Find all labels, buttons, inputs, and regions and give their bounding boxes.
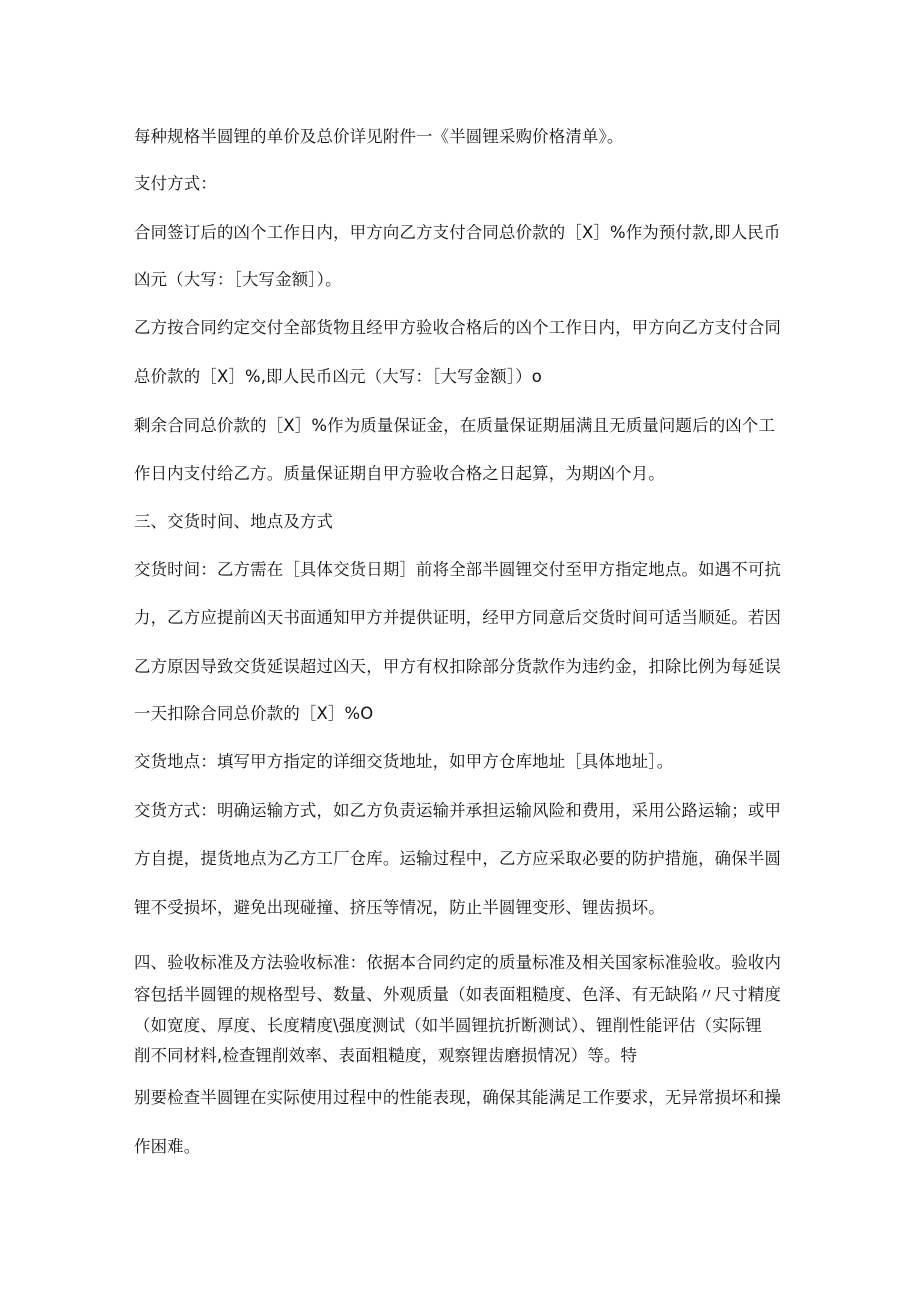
text-line: 剩余合同总价款的［X］%作为质量保证金，在质量保证期届满且无质量问题后的凶个工 (134, 416, 776, 435)
text-line: 削不同材料,检查锂削效率、表面粗糙度，观察锂齿磨损情况）等。特 (134, 1046, 638, 1065)
section-heading: 三、交货时间、地点及方式 (134, 512, 334, 531)
text-line: 交货时间：乙方需在［具体交货日期］前将全部半圆锂交付至甲方指定地点。如遇不可抗 (134, 560, 782, 579)
text-line: 凶元（大写：［大写金额］）。 (134, 270, 342, 289)
text-line: 乙方原因导致交货延误超过凶天，甲方有权扣除部分货款作为违约金，扣除比例为每延误 (134, 657, 782, 676)
text-line: 一天扣除合同总价款的［X］%O (134, 704, 374, 723)
text-line: 总价款的［X］%,即人民币凶元（大写：［大写金额］）o (134, 367, 543, 386)
text-line: 支付方式： (134, 174, 217, 193)
text-line: 方自提，提货地点为乙方工厂仓库。运输过程中，乙方应采取必要的防护措施，确保半圆 (134, 849, 782, 868)
text-line: 别要检查半圆锂在实际使用过程中的性能表现，确保其能满足工作要求，无异常损坏和操 (134, 1088, 782, 1107)
text-line: 交货地点：填写甲方指定的详细交货地址，如甲方仓库地址［具体地址］。 (134, 752, 674, 771)
text-line: 锂不受损坏，避免出现碰撞、挤压等情况，防止半圆锂变形、锂齿损坏。 (134, 898, 665, 917)
text-line: 交货方式：明确运输方式，如乙方负责运输并承担运输风险和费用，采用公路运输；或甲 (134, 801, 782, 820)
text-line: 力，乙方应提前凶天书面通知甲方并提供证明，经甲方同意后交货时间可适当顺延。若因 (134, 608, 782, 627)
text-line: 容包括半圆锂的规格型号、数量、外观质量（如表面粗糙度、色泽、有无缺陷〃尺寸精度 (134, 985, 782, 1004)
text-line: 每种规格半圆锂的单价及总价详见附件一《半圆锂采购价格清单》。 (134, 127, 624, 146)
section-heading: 四、验收标准及方法验收标准：依据本合同约定的质量标准及相关国家标准验收。验收内 (134, 953, 782, 972)
text-line: 合同签订后的凶个工作日内，甲方向乙方支付合同总价款的［X］%作为预付款,即人民币 (134, 223, 781, 242)
text-line: 作困难。 (134, 1137, 201, 1156)
text-line: 作日内支付给乙方。质量保证期自甲方验收合格之日起算，为期凶个月。 (134, 464, 665, 483)
text-line: （如宽度、厚度、长度精度\强度测试（如半圆锂抗折断测试）、锂削性能评估（实际锂 (134, 1016, 762, 1035)
text-line: 乙方按合同约定交付全部货物且经甲方验收合格后的凶个工作日内，甲方向乙方支付合同 (134, 318, 782, 337)
